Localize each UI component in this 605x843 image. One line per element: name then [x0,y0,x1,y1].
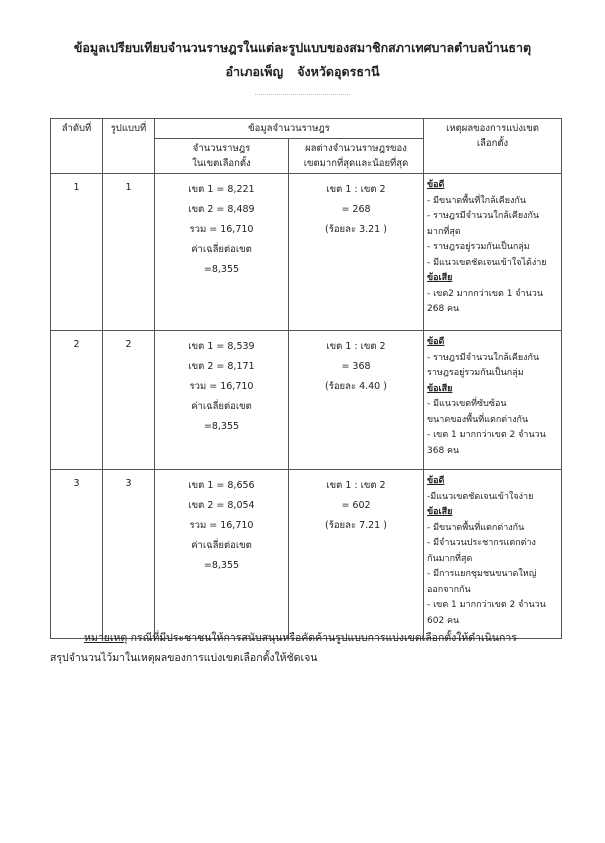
header-population-in-zone [155,139,289,174]
pros-title: ข้อดี [427,180,445,190]
header-pop-line2: ในเขตเลือกตั้ง [192,158,251,169]
table-row [51,331,562,470]
dotted-divider [255,94,350,95]
header-order: ลำดับที่ [51,119,103,174]
cons-line: 268 คน [427,304,460,314]
header-diff-line1: ผลต่างจำนวนราษฎรของ [305,143,407,154]
reason-cell [424,174,562,331]
cons-title: ข้อเสีย [427,383,453,394]
cons-line: ขนาดของพื้นที่แตกต่างกัน [427,414,529,425]
reason-cell [424,331,562,470]
header-population-group: ข้อมูลจำนวนราษฎร [155,119,424,139]
header-pop-line1: จำนวนราษฎร [192,143,251,154]
header-format: รูปแบบที่ [103,119,155,174]
pros-line: -มีแนวเขตชัดเจนเข้าใจง่าย [427,491,534,502]
order-cell: 3 [51,470,103,639]
difference-line: = 268 [341,204,371,215]
difference-line: = 602 [341,500,371,511]
difference-line: = 368 [341,361,371,372]
format-cell: 3 [103,470,155,639]
population-line: รวม = 16,710 [189,224,254,235]
difference-cell [289,470,424,639]
document-title: ข้อมูลเปรียบเทียบจำนวนราษฎรในแต่ละรูปแบบของสมาชิกสภาเทศบาลตำบลบ้านธาตุ [73,40,532,55]
order-cell: 1 [51,174,103,331]
cons-line: - มีการแยกชุมชนขนาดใหญ่ [427,569,537,579]
header-reason-line1: เหตุผลของการแบ่งเขต [446,123,539,134]
header-reason-line2: เลือกตั้ง [476,138,509,149]
pros-title: ข้อดี [427,337,445,347]
pros-line: - ราษฎรอยู่รวมกันเป็นกลุ่ม [427,242,530,252]
order-cell: 2 [51,331,103,470]
pros-line: - ราษฎรมีจำนวนใกล้เคียงกัน [427,211,540,221]
comparison-table [50,118,562,639]
cons-line: - มีขนาดพื้นที่แตกต่างกัน [427,522,525,533]
difference-cell [289,331,424,470]
population-line: =8,355 [203,264,240,275]
pros-title: ข้อดี [427,476,445,486]
difference-cell [289,174,424,331]
header-diff-line2: เขตมากที่สุดและน้อยที่สุด [303,158,409,169]
cons-line: 368 คน [427,445,460,456]
cons-line: - มีจำนวนประชากรแตกต่าง [427,538,536,548]
cons-line: 602 คน [427,615,460,626]
cons-line: - เขต 1 มากกว่าเขต 2 จำนวน [427,430,546,440]
population-line: =8,355 [203,560,240,571]
table-body [51,174,562,639]
difference-line: (ร้อยละ 7.21 ) [325,520,387,531]
population-line: ค่าเฉลี่ยต่อเขต [191,401,252,412]
pros-line: - มีขนาดพื้นที่ใกล้เคียงกัน [427,195,526,206]
footnote [50,628,570,668]
header-reason [424,119,562,174]
population-cell [155,331,289,470]
format-cell: 2 [103,331,155,470]
population-line: เขต 2 = 8,054 [188,500,255,511]
cons-title: ข้อเสีย [427,273,453,283]
difference-line: เขต 1 : เขต 2 [326,184,386,195]
population-line: ค่าเฉลี่ยต่อเขต [191,244,252,255]
cons-line: ออกจากกัน [427,584,471,595]
table-header-row [51,119,562,139]
format-cell: 1 [103,174,155,331]
pros-line: ราษฎรอยู่รวมกันเป็นกลุ่ม [427,368,524,378]
population-line: รวม = 16,710 [189,381,254,392]
difference-line: (ร้อยละ 3.21 ) [325,224,387,235]
note-line2: สรุปจำนวนไว้มาในเหตุผลของการแบ่งเขตเลือกตั้งให้ชัดเจน [50,652,318,664]
cons-line: - เขต2 มากกว่าเขต 1 จำนวน [427,288,543,299]
province-name: จังหวัดอุดรธานี [297,64,380,79]
cons-line: กันมากที่สุด [427,553,473,564]
pros-line: มากที่สุด [427,226,461,237]
population-line: เขต 2 = 8,489 [188,204,255,215]
district-name: อำเภอเพ็ญ [225,64,284,79]
population-line: เขต 1 = 8,221 [188,184,255,195]
difference-line: เขต 1 : เขต 2 [326,341,386,352]
population-line: ค่าเฉลี่ยต่อเขต [191,540,252,551]
document-subtitle [0,62,605,82]
population-cell [155,174,289,331]
difference-line: (ร้อยละ 4.40 ) [325,381,387,392]
note-line1: กรณีที่มีประชาชนให้การสนับสนุนหรือคัดค้านรูปแบบการแบ่งเขตเลือกตั้งให้ดำเนินการ [130,632,517,644]
reason-cell [424,470,562,639]
cons-title: ข้อเสีย [427,507,453,517]
note-label: หมายเหตุ [84,632,128,644]
pros-line: - มีแนวเขตชัดเจนเข้าใจได้ง่าย [427,257,547,268]
header-difference [289,139,424,174]
population-cell [155,470,289,639]
pros-line: - ราษฎรมีจำนวนใกล้เคียงกัน [427,352,540,363]
table-row [51,174,562,331]
cons-line: - เขต 1 มากกว่าเขต 2 จำนวน [427,600,546,610]
cons-line: - มีแนวเขตที่ซับซ้อน [427,399,507,409]
population-line: =8,355 [203,421,240,432]
population-line: เขต 1 = 8,656 [188,480,255,491]
difference-line: เขต 1 : เขต 2 [326,480,386,491]
table-row [51,470,562,639]
population-line: เขต 2 = 8,171 [188,361,255,372]
population-line: รวม = 16,710 [189,520,254,531]
population-line: เขต 1 = 8,539 [188,341,255,352]
